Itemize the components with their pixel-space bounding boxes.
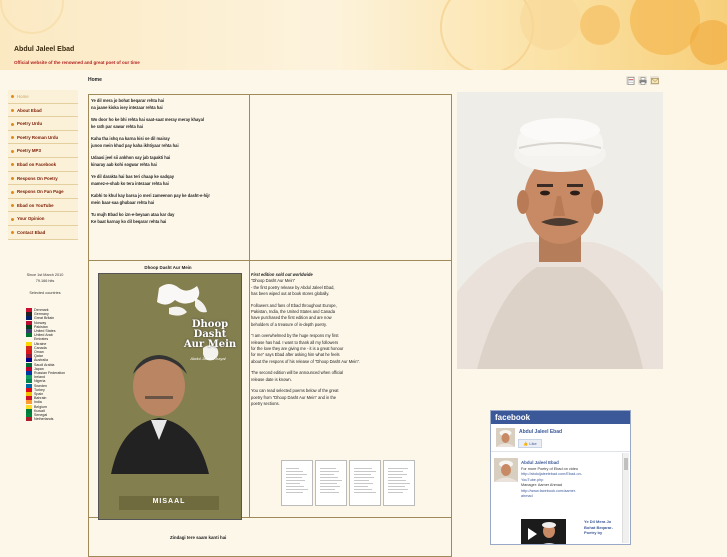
country-name: Japan bbox=[34, 366, 44, 371]
country-name: Saudi Arabia bbox=[34, 362, 55, 367]
country-name: Pakistan bbox=[34, 324, 48, 329]
sidebar-item-label: Poetry MP3 bbox=[17, 148, 41, 154]
scrollbar[interactable] bbox=[622, 453, 629, 543]
bullet-icon bbox=[11, 150, 14, 153]
country-name: Ireland bbox=[34, 375, 45, 380]
country-name: Sweden bbox=[34, 383, 47, 388]
country-name: Bahrain bbox=[34, 396, 47, 401]
country-name: United States bbox=[34, 329, 56, 334]
book-page-thumbnail[interactable] bbox=[383, 460, 415, 506]
poem-line: Ke baat karnay ko dil beqarar rehta hai bbox=[91, 219, 167, 224]
bullet-icon bbox=[11, 218, 14, 221]
avatar[interactable] bbox=[494, 458, 518, 482]
text-line-placeholder bbox=[286, 486, 304, 487]
decoration-circle bbox=[580, 5, 620, 45]
text-line-placeholder bbox=[388, 486, 405, 487]
facebook-post-line[interactable]: http://www.facebook.com/aamer. bbox=[521, 488, 576, 493]
text-line-placeholder bbox=[286, 468, 299, 469]
book-page-thumbnail[interactable] bbox=[349, 460, 381, 506]
text-line-placeholder bbox=[354, 492, 376, 493]
book-text-line: poetry from "Dhoop Dasht Aur Mein" and in the bbox=[251, 394, 337, 400]
poem-line: ke rath par sawar rehta hai bbox=[91, 124, 143, 129]
decoration-circle bbox=[0, 0, 64, 34]
sidebar-item-about-ebad[interactable] bbox=[8, 104, 78, 118]
page-toolbar bbox=[626, 76, 659, 85]
poem-line: junoo mein khud pay kaha ikhtiyaar rehta hai bbox=[91, 143, 179, 148]
text-line-placeholder bbox=[354, 468, 372, 469]
bullet-icon bbox=[11, 231, 14, 234]
facebook-page-name[interactable]: Abdul Jaleel Ebad bbox=[519, 429, 563, 435]
book-text-line: beholders of a treasure of in-depth poetry. bbox=[251, 321, 327, 327]
text-line-placeholder bbox=[388, 480, 406, 481]
book-text-line: for the love they are giving me - it is a great honour bbox=[251, 346, 344, 352]
country-item bbox=[26, 333, 66, 341]
bullet-icon bbox=[11, 191, 14, 194]
facebook-post-text bbox=[521, 467, 615, 499]
book-text-line: poetry sections. bbox=[251, 400, 280, 406]
poem-line: Ye dil darakta hai bas teri chaap ke sadqay bbox=[91, 174, 175, 179]
sidebar-item-label: About Ebad bbox=[17, 107, 42, 113]
sidebar-item-contact-ebad[interactable] bbox=[8, 226, 78, 240]
bullet-icon bbox=[11, 123, 14, 126]
book-text-line: Pakistan, India, the United States and Canada bbox=[251, 309, 335, 315]
visitor-counter bbox=[14, 272, 76, 296]
country-name: Senegal bbox=[34, 413, 48, 418]
facebook-post-line[interactable]: http://abduljaleelebad.com/Ebad-on- bbox=[521, 472, 583, 477]
book-text-line: - the first poetry release by Abdul Jaleel Ebad, bbox=[251, 284, 335, 290]
country-name: Canada bbox=[34, 345, 47, 350]
text-line-placeholder bbox=[388, 474, 407, 475]
sidebar-item-label: Respons On Poetry bbox=[17, 175, 58, 181]
book-page-thumbnail[interactable] bbox=[281, 460, 313, 506]
avatar[interactable] bbox=[496, 428, 515, 447]
poem-line: Kaha tha ishq na karna kisi se dil mairay bbox=[91, 136, 170, 141]
text-line-placeholder bbox=[286, 483, 300, 484]
divider bbox=[491, 451, 630, 452]
facebook-widget bbox=[490, 410, 631, 545]
country-name: Qatar bbox=[34, 354, 43, 359]
sidebar-item-respons-on-fan-page[interactable] bbox=[8, 185, 78, 199]
facebook-header: facebook bbox=[491, 411, 630, 424]
book-cover-author: Abdul Jaleel Khayal bbox=[190, 356, 226, 361]
country-name: Ukraine bbox=[34, 341, 47, 346]
book-title: Dhoop Dasht Aur Mein bbox=[144, 265, 192, 270]
text-line-placeholder bbox=[388, 489, 408, 490]
poem-line: mamez-e-shab ko tera intezaar rehta hai bbox=[91, 181, 169, 186]
book-description bbox=[251, 272, 446, 407]
sidebar-item-your-opinion[interactable] bbox=[8, 212, 78, 226]
poem-line: Kabhi to khul kay barsa jo meri zameenon pay ke dasht-e-hijr bbox=[91, 193, 210, 198]
thumbs-up-icon: 👍 bbox=[523, 441, 529, 446]
poet-portrait-photo bbox=[457, 92, 663, 369]
book-headline: First edition sold out worldwide bbox=[251, 272, 313, 277]
sidebar-item-label: Respons On Fan Page bbox=[17, 189, 64, 195]
country-name: Great Britain bbox=[34, 316, 55, 321]
text-line-placeholder bbox=[286, 477, 302, 478]
bullet-icon bbox=[11, 136, 14, 139]
text-line-placeholder bbox=[286, 480, 305, 481]
text-line-placeholder bbox=[354, 474, 371, 475]
text-line-placeholder bbox=[320, 483, 337, 484]
poem-line: kinaray aab kohi sogwar rehta hai bbox=[91, 162, 157, 167]
site-title: Abdul Jaleel Ebad bbox=[14, 46, 75, 53]
poet-portrait-art bbox=[457, 92, 663, 369]
book-cover-art bbox=[99, 274, 241, 519]
text-line-placeholder bbox=[320, 474, 334, 475]
country-name: Netherlands bbox=[34, 417, 54, 422]
country-name: Denmark bbox=[34, 308, 49, 312]
country-list bbox=[26, 308, 66, 421]
book-text-line: Followers and fans of Ebad throughout Europe, bbox=[251, 302, 337, 308]
sidebar-item-poetry-mp3[interactable] bbox=[8, 144, 78, 158]
text-line-placeholder bbox=[286, 474, 307, 475]
bullet-icon bbox=[11, 177, 14, 180]
sidebar-item-home[interactable] bbox=[8, 90, 78, 104]
text-line-placeholder bbox=[286, 489, 308, 490]
facebook-post-line[interactable]: ahmad bbox=[521, 494, 533, 499]
scrollbar-thumb[interactable] bbox=[624, 458, 628, 470]
facebook-post-line: Manager: Aamer Ahmad bbox=[521, 483, 562, 488]
print-icon[interactable] bbox=[638, 76, 647, 85]
counter-hits: 79.166 hits bbox=[35, 279, 55, 283]
sidebar-item-poetry-roman-urdu[interactable] bbox=[8, 131, 78, 145]
text-line-placeholder bbox=[388, 477, 402, 478]
text-line-placeholder bbox=[320, 477, 338, 478]
text-line-placeholder bbox=[388, 483, 410, 484]
book-text-line: have purchased the first edition and are now bbox=[251, 315, 332, 321]
book-text-line: "I am overwhelmed by the huge respons my first bbox=[251, 333, 339, 339]
next-poem-table bbox=[88, 517, 452, 557]
sidebar-item-label: Poetry Roman Urdu bbox=[17, 134, 59, 140]
text-line-placeholder bbox=[354, 480, 369, 481]
text-line-placeholder bbox=[388, 471, 403, 472]
email-icon[interactable] bbox=[650, 76, 659, 85]
sidebar-item-label: Poetry Urdu bbox=[17, 121, 43, 127]
decoration-circle bbox=[690, 20, 727, 65]
book-text-line: about the respons of his release of "Dhoop Dasht Aur Mein". bbox=[251, 358, 361, 364]
flag-icon bbox=[26, 417, 32, 421]
book-cover-image[interactable] bbox=[98, 273, 242, 520]
featured-poem bbox=[91, 97, 251, 225]
facebook-like-button[interactable] bbox=[518, 439, 542, 448]
sidebar-item-respons-on-poetry[interactable] bbox=[8, 172, 78, 186]
book-cover-publisher: MISAAL bbox=[152, 498, 186, 505]
country-name: Nigeria bbox=[34, 379, 46, 384]
book-text-line: release has had. I want to thank all my followers bbox=[251, 339, 339, 345]
text-line-placeholder bbox=[354, 486, 368, 487]
text-line-placeholder bbox=[320, 468, 336, 469]
country-name: Oman bbox=[34, 350, 44, 355]
text-line-placeholder bbox=[286, 492, 303, 493]
text-line-placeholder bbox=[320, 486, 340, 487]
poem-line: Wo door ho ke bhi rehta hai saat-saat meray meray khayal bbox=[91, 117, 204, 122]
text-line-placeholder bbox=[354, 471, 376, 472]
country-item bbox=[26, 417, 66, 421]
country-name: Australia bbox=[34, 358, 48, 363]
bullet-icon bbox=[11, 95, 14, 98]
country-name: Turkey bbox=[34, 387, 45, 392]
text-line-placeholder bbox=[354, 477, 374, 478]
text-line-placeholder bbox=[320, 489, 335, 490]
countries-title: Selected countries bbox=[29, 291, 61, 295]
country-name: Germany bbox=[34, 312, 49, 317]
sidebar-item-poetry-urdu[interactable] bbox=[8, 117, 78, 131]
site-header bbox=[0, 0, 727, 70]
book-text-line: The second edition will be announced when official bbox=[251, 370, 344, 376]
facebook-post-author[interactable]: Abdul Jaleel Ebad bbox=[521, 460, 559, 465]
text-line-placeholder bbox=[320, 480, 342, 481]
table-divider bbox=[249, 260, 250, 518]
poem-line: Tu mujh Ebad ko izn-e-beyaan ataa kar day bbox=[91, 212, 175, 217]
next-poem-title: Zindagi tere saam kanti hai bbox=[170, 535, 227, 540]
pdf-icon[interactable] bbox=[626, 76, 635, 85]
text-line-placeholder bbox=[388, 468, 408, 469]
decoration-circle bbox=[440, 0, 534, 70]
book-text-line: has been wiped out at book stores globally. bbox=[251, 291, 330, 297]
sidebar-item-label: Ebad on YouTube bbox=[17, 202, 54, 208]
text-line-placeholder bbox=[354, 489, 372, 490]
sidebar-item-label: Ebad on Facebook bbox=[17, 161, 57, 167]
book-text-line: for me" says Ebad after asking him what he feels bbox=[251, 352, 340, 358]
country-name: United Arab Emirates bbox=[34, 333, 53, 342]
sidebar-item-label: Your Opinion bbox=[17, 216, 45, 222]
book-text-line: release date is known. bbox=[251, 376, 292, 382]
country-name: India bbox=[34, 400, 42, 405]
sidebar-nav bbox=[8, 90, 78, 240]
country-name: Belgium bbox=[34, 404, 47, 409]
sidebar-item-label: Home bbox=[17, 94, 29, 99]
country-name: Russian Federation bbox=[34, 371, 66, 376]
bullet-icon bbox=[11, 109, 14, 112]
book-cover-title: Dhoop Dasht Aur Mein bbox=[183, 319, 237, 350]
facebook-post-line[interactable]: YouTube.php bbox=[521, 477, 544, 482]
text-line-placeholder bbox=[388, 492, 403, 493]
book-page-thumbnail[interactable] bbox=[315, 460, 347, 506]
country-name: Kuwait bbox=[34, 408, 45, 413]
text-line-placeholder bbox=[286, 471, 303, 472]
site-subtitle: Official website of the renowned and great poet of our time bbox=[14, 60, 140, 65]
poem-line: Udaasi jeel sii ankhon say jab tapakti hai bbox=[91, 155, 171, 160]
book-text-line: You can read selected poems below of the great bbox=[251, 388, 339, 394]
book-text-line: "Dhoop Dasht Aur Mein" bbox=[251, 278, 296, 284]
text-line-placeholder bbox=[320, 471, 339, 472]
sidebar-item-ebad-on-facebook[interactable] bbox=[8, 158, 78, 172]
like-label: Like bbox=[529, 441, 537, 446]
facebook-post-line: For more Poetry of Ebad on video bbox=[521, 467, 578, 471]
breadcrumb[interactable]: Home bbox=[88, 77, 102, 83]
sidebar-item-ebad-on-youtube[interactable] bbox=[8, 199, 78, 213]
text-line-placeholder bbox=[320, 492, 339, 493]
facebook-video-thumbnail[interactable] bbox=[521, 519, 566, 545]
book-page-thumbnails bbox=[281, 460, 415, 506]
poem-line: na jaane kiska isey intezaar rehta hai bbox=[91, 105, 163, 110]
poem-line: mein baar-saa ghubaar rehta hai bbox=[91, 200, 155, 205]
sidebar-item-label: Contact Ebad bbox=[17, 229, 46, 235]
country-name: Spain bbox=[34, 392, 44, 397]
bullet-icon bbox=[11, 163, 14, 166]
counter-since: Since 1st March 2010 bbox=[26, 273, 64, 277]
bullet-icon bbox=[11, 204, 14, 207]
country-name: Norway bbox=[34, 320, 47, 325]
poem-line: Ye dil mera jo bohat beqarar rehta hai bbox=[91, 98, 165, 103]
facebook-video-title[interactable]: Ye Dil Mera Jo Bohat Beqarar-Poetry by bbox=[584, 519, 613, 536]
text-line-placeholder bbox=[354, 483, 373, 484]
flag-icon bbox=[26, 333, 32, 337]
